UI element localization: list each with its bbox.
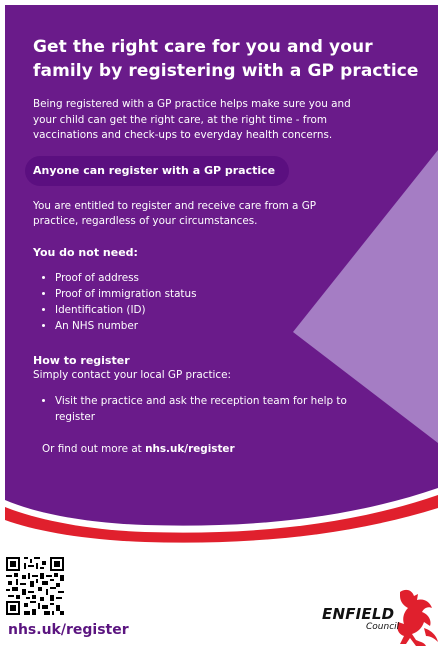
- register-pill: Anyone can register with a GP practice: [25, 156, 289, 186]
- how-text: Simply contact your local GP practice:: [33, 368, 232, 381]
- qr-code-icon[interactable]: [6, 557, 64, 615]
- poster-content: [33, 35, 423, 457]
- council-logo-name: ENFIELD: [322, 605, 395, 623]
- intro-text: Being registered with a GP practice helps make sure you and your child can get the right care, at the right time - from vaccinations and check-ups to everyday health concerns.: [33, 98, 351, 141]
- how-heading: How to register: [33, 353, 130, 367]
- footer-nhs-link[interactable]: nhs.uk/register: [8, 622, 129, 638]
- entitled-text: You are entitled to register and receive care from a GP practice, regardless of your circumstances.: [33, 199, 317, 227]
- poster: [5, 5, 438, 550]
- not-need-list: [33, 270, 423, 334]
- list-item: • An NHS number: [55, 318, 423, 334]
- nhs-register-link[interactable]: nhs.uk/register: [145, 443, 235, 455]
- list-item: • Visit the practice and ask the reception team for help to register: [55, 393, 355, 425]
- list-item: • Identification (ID): [55, 302, 423, 318]
- poster-title: Get the right care for you and your family by registering with a GP practice: [33, 37, 419, 81]
- not-need-heading: You do not need:: [33, 245, 138, 259]
- how-list: [33, 393, 423, 425]
- council-logo-sub: Council: [366, 622, 400, 632]
- list-item: • Proof of address: [55, 270, 423, 286]
- list-item: • Proof of immigration status: [55, 286, 423, 302]
- find-out-more: [42, 442, 423, 457]
- find-out-more-text: Or find out more at: [42, 443, 142, 455]
